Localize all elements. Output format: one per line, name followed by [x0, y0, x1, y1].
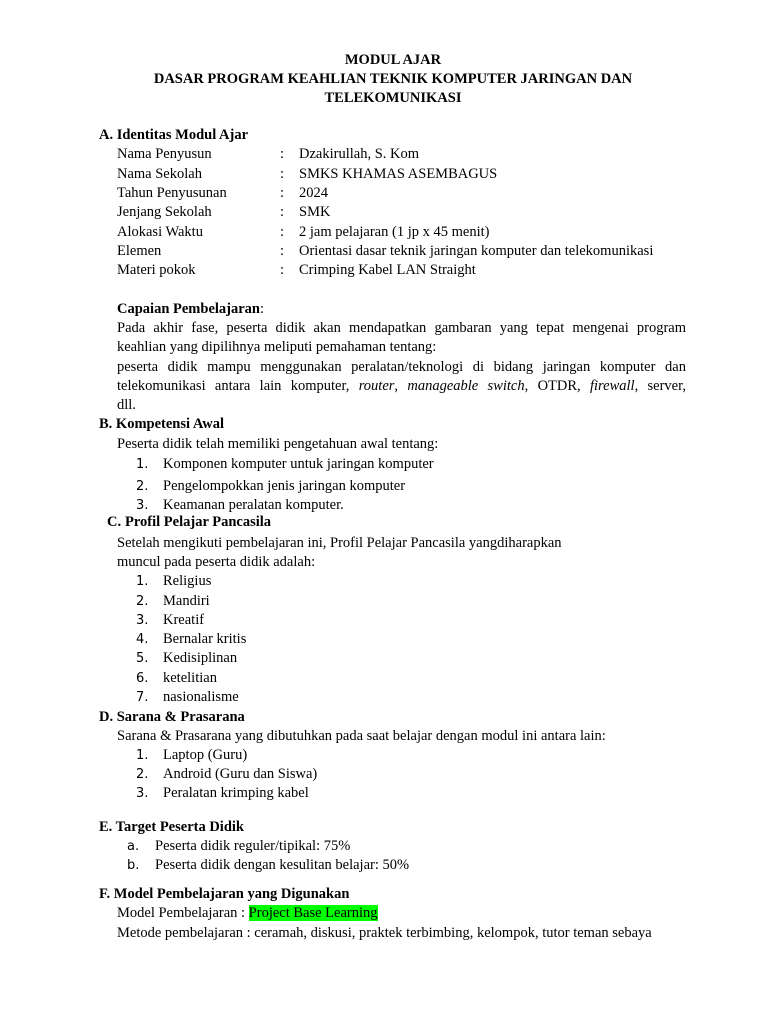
section-b-heading: B. Kompetensi Awal [99, 416, 224, 432]
list-item: Android (Guru dan Siswa) [163, 766, 318, 782]
list-marker: 2. [136, 594, 149, 609]
identity-value: Dzakirullah, S. Kom [299, 146, 420, 162]
capaian-comma: , [394, 378, 408, 394]
list-marker: b. [127, 858, 140, 873]
list-item: Kedisiplinan [163, 650, 238, 666]
section-e-heading: E. Target Peserta Didik [99, 819, 244, 835]
identity-value: 2024 [299, 185, 328, 201]
model-label: Model Pembelajaran : [117, 905, 249, 921]
capaian-router: router [358, 378, 395, 394]
capaian-p2-line2 [117, 378, 686, 395]
identity-label: Jenjang Sekolah [117, 204, 212, 220]
list-item: Bernalar kritis [163, 631, 247, 647]
identity-colon: : [280, 224, 285, 240]
list-marker: 1. [136, 748, 149, 763]
section-d-intro: Sarana & Prasarana yang dibutuhkan pada saat belajar dengan modul ini antara lain: [117, 728, 606, 744]
list-marker: 7. [136, 690, 149, 705]
list-item: Peserta didik reguler/tipikal: 75% [155, 838, 351, 854]
list-item: Komponen komputer untuk jaringan komputer [163, 456, 434, 472]
identity-colon: : [280, 166, 285, 182]
capaian-p2-line1: peserta didik mampu menggunakan peralatan/teknologi di bidang jaringan komputer dan [117, 359, 686, 375]
section-c-letter: C. [107, 514, 122, 530]
section-f-heading: F. Model Pembelajaran yang Digunakan [99, 886, 350, 902]
identity-label: Elemen [117, 243, 162, 259]
identity-value: Orientasi dasar teknik jaringan komputer dan telekomunikasi [299, 243, 654, 259]
model-line [117, 905, 378, 922]
identity-value: Crimping Kabel LAN Straight [299, 262, 476, 278]
list-marker: 1. [136, 457, 149, 472]
section-c-heading: Profil Pelajar Pancasila [125, 514, 272, 530]
capaian-p2-pre: telekomunikasi antara lain komputer, [117, 378, 359, 394]
list-marker: 3. [136, 786, 149, 801]
list-item: Keamanan peralatan komputer. [163, 497, 344, 513]
list-marker: 6. [136, 671, 149, 686]
capaian-firewall: firewall [590, 378, 635, 394]
identity-value: SMKS KHAMAS ASEMBAGUS [299, 166, 498, 182]
identity-value: SMK [299, 204, 331, 220]
capaian-heading [117, 301, 264, 318]
list-item: Religius [163, 573, 212, 589]
identity-label: Alokasi Waktu [117, 224, 203, 240]
capaian-heading-text: Capaian Pembelajaran [117, 301, 260, 317]
capaian-p1-line1: Pada akhir fase, peserta didik akan mendapatkan gambaran yang tepat mengenai program [117, 320, 686, 336]
list-item: Kreatif [163, 612, 205, 628]
capaian-p1-line2: keahlian yang dipilihnya meliputi pemahaman tentang: [117, 339, 437, 355]
list-marker: 4. [136, 632, 149, 647]
section-d-heading: D. Sarana & Prasarana [99, 709, 245, 725]
list-item: nasionalisme [163, 689, 239, 705]
list-marker: a. [127, 839, 140, 854]
list-marker: 2. [136, 479, 149, 494]
doc-title: MODUL AJAR [344, 52, 442, 68]
list-item: Peserta didik dengan kesulitan belajar: 50% [155, 857, 410, 873]
section-c-intro-line2: muncul pada peserta didik adalah: [117, 554, 316, 570]
list-marker: 3. [136, 498, 149, 513]
capaian-p2-line3: dll. [117, 397, 136, 413]
model-value-highlight: Project Base Learning [248, 905, 378, 921]
identity-colon: : [280, 204, 285, 220]
list-item: Peralatan krimping kabel [163, 785, 309, 801]
section-b-intro: Peserta didik telah memiliki pengetahuan awal tentang: [117, 436, 439, 452]
section-c-intro-line1: Setelah mengikuti pembelajaran ini, Profil Pelajar Pancasila yangdiharapkan [117, 535, 562, 551]
capaian-heading-colon: : [259, 301, 265, 317]
list-item: Mandiri [163, 593, 210, 609]
identity-label: Nama Sekolah [117, 166, 202, 182]
list-item: Laptop (Guru) [163, 747, 248, 763]
doc-subtitle-line2: TELEKOMUNIKASI [324, 90, 462, 106]
identity-label: Materi pokok [117, 262, 196, 278]
list-marker: 5. [136, 651, 149, 666]
section-a-heading: A. Identitas Modul Ajar [99, 127, 249, 143]
list-marker: 3. [136, 613, 149, 628]
identity-label: Nama Penyusun [117, 146, 212, 162]
capaian-switch: manageable switch [407, 378, 525, 394]
identity-colon: : [280, 262, 285, 278]
capaian-mid: , OTDR, [524, 378, 590, 394]
metode-line: Metode pembelajaran : ceramah, diskusi, praktek terbimbing, kelompok, tutor teman sebaya [117, 925, 652, 941]
list-item: ketelitian [163, 670, 217, 686]
identity-colon: : [280, 185, 285, 201]
list-marker: 1. [136, 574, 149, 589]
identity-colon: : [280, 243, 285, 259]
list-marker: 2. [136, 767, 149, 782]
capaian-post: , server, [634, 378, 686, 394]
identity-value: 2 jam pelajaran (1 jp x 45 menit) [299, 224, 490, 240]
identity-label: Tahun Penyusunan [117, 185, 227, 201]
list-item: Pengelompokkan jenis jaringan komputer [163, 478, 406, 494]
identity-colon: : [280, 146, 285, 162]
doc-subtitle-line1: DASAR PROGRAM KEAHLIAN TEKNIK KOMPUTER JARINGAN DAN [153, 71, 633, 87]
